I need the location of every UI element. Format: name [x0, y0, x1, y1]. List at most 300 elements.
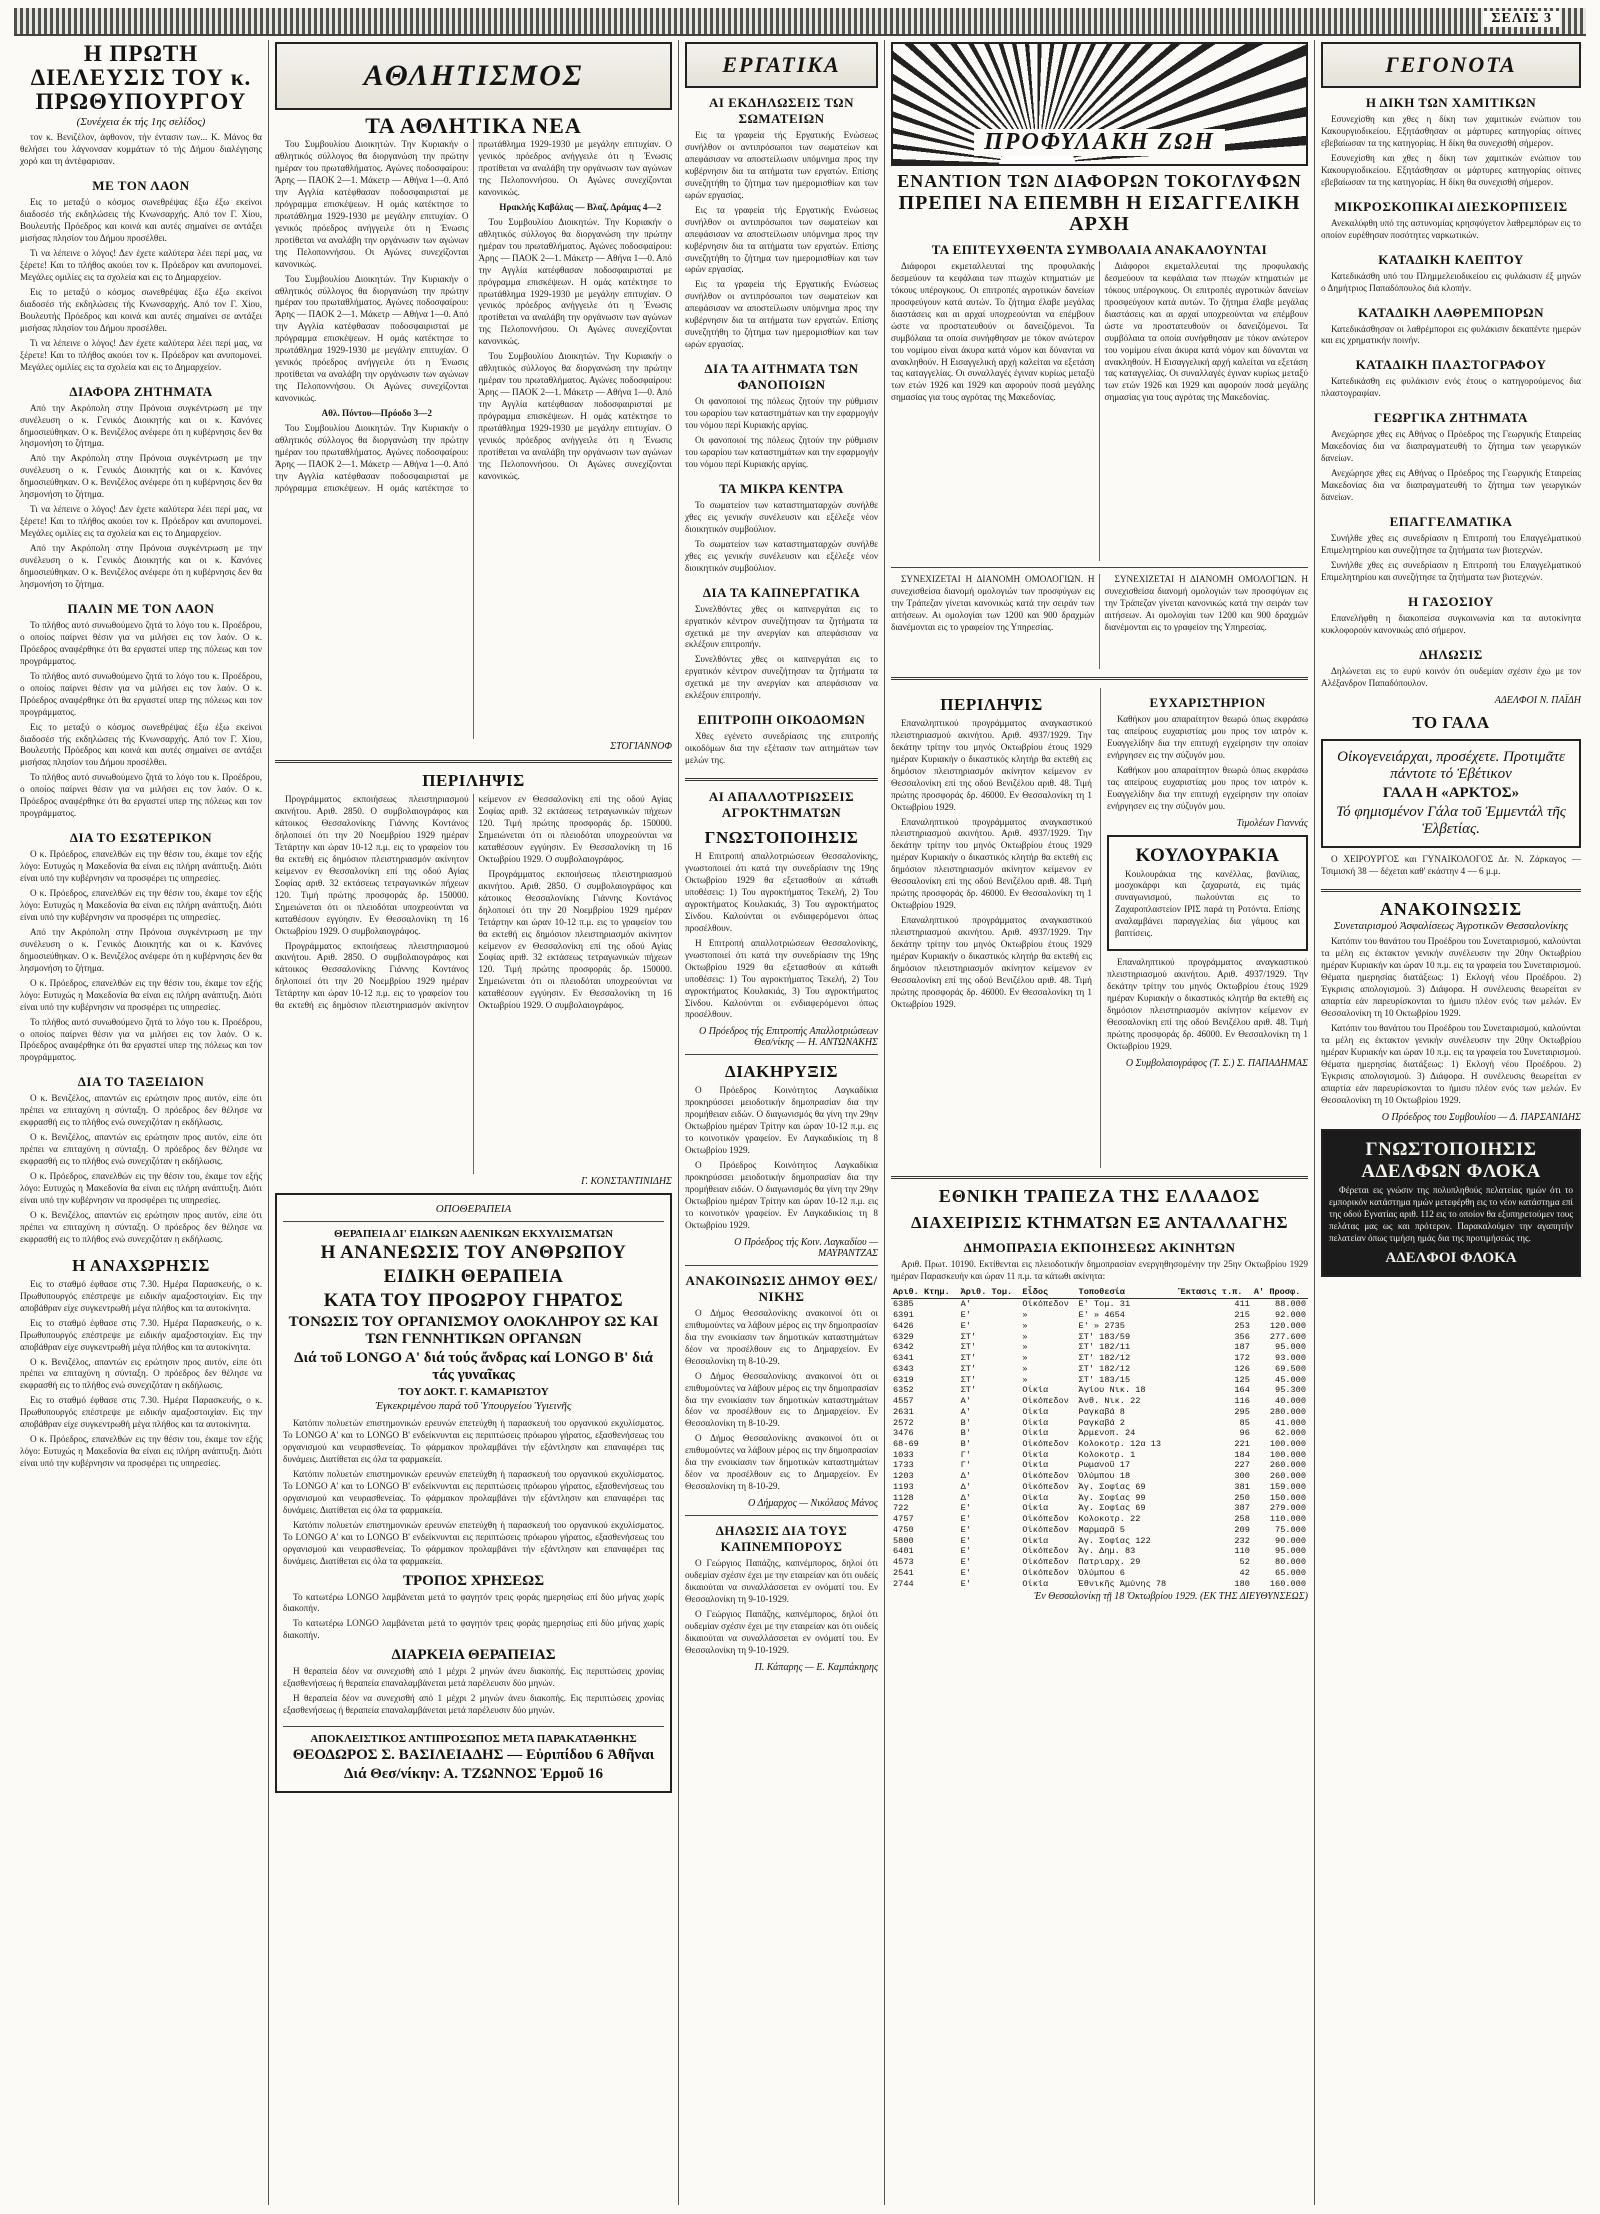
- section-heading: ΤΑ ΜΙΚΡΑ ΚΕΝΤΡΑ: [719, 480, 844, 496]
- divider: [275, 760, 672, 763]
- table-cell: Ε': [960, 1557, 971, 1568]
- table-cell: 6319: [893, 1374, 914, 1385]
- table-cell: 6343: [893, 1363, 914, 1374]
- paragraph: Το σωματείον των καταστηματαρχών συνήλθε χθες εις γενικήν συνέλευσιν και εξέλεξε νέον διοικητικόν συμβούλιον.: [685, 499, 878, 534]
- ad-line: Έγκεκριμένου παρά τοῦ Ὑπουργείου Ὑγιεινῆς: [375, 1400, 572, 1413]
- table-cell: »: [1022, 1353, 1028, 1364]
- table-cell: 6342: [893, 1342, 914, 1353]
- table-cell: 96: [1239, 1428, 1250, 1439]
- paragraph: Ανεχώρησε χθες εις Αθήνας ο Πρόεδρος της Γεωργικής Εταιρείας Μακεδονίας δια να διαπραγματευθή το ζήτημα των γεωργικών δανείων.: [1321, 468, 1581, 503]
- table-cell: Ὀλύμπου 18: [1078, 1471, 1131, 1482]
- score-line: Ηρακλής Καβάλας — Βλαζ. Δράμας 4—2: [499, 201, 662, 212]
- table-cell: 1128: [893, 1492, 914, 1503]
- table-cell: Ἐθνικῆς Ἀμύνης 78: [1078, 1578, 1167, 1589]
- table-cell: 250: [1234, 1492, 1250, 1503]
- paragraph: Αριθ. Πρωτ. 10190. Εκτίθενται εις πλειοδοτικήν δημοπρασίαν ενεργηθησομένην την 25ην Οκτωβρίου 1929 ημέραν Παρασκευήν και ώραν 11 π.μ. τα κάτωθι ακίνητα:: [891, 1258, 1308, 1281]
- divider: [685, 1054, 878, 1055]
- table-cell: 172: [1234, 1353, 1250, 1364]
- table-cell: ΣΤ': [960, 1342, 977, 1353]
- paragraph: Χθες εγένετο συνεδρίασις της επιτροπής οικοδόμων δια την εξέτασιν των αιτημάτων των μελών της.: [685, 731, 878, 766]
- paragraph: Του Συμβουλίου Διοικητών. Την Κυριακήν ο αθλητικός σύλλογος θα διοργανώση την πρώτην ημέραν του πρωταθλήματος. Αγώνες ποδοσφαίρου: Άρης — ΠΑΟΚ 2—1. Μάκετρ — Αθήνα 1—0. Από την Αγγλία κατέφθασαν ποδοσφαιρισταί με πρόγραμμα επισκέψεων. Η ομάς κατέκτησε το πρωτάθλημα 1929-1930 με μεγάλην επιτυχίαν. Ο γενικός πρόεδρος ανήγγειλε ότι η Ένωσις προτίθεται να αναλάβη την οργάνωσιν των αγώνων της Πελοποννήσου. Οι Αγώνες συνεχίζονται κανονικώς.: [275, 139, 672, 493]
- table-cell: Ε': [960, 1514, 971, 1525]
- column-sports: [269, 40, 679, 2205]
- divider: [685, 778, 878, 781]
- ad-subheading: ΔΙΑΡΚΕΙΑ ΘΕΡΑΠΕΙΑΣ: [391, 1647, 556, 1664]
- paragraph: Επαναληπτικού προγράμματος αναγκαστικού πλειστηριασμού ακινήτου. Αριθ. 4937/1929. Την δεκάτην τρίτην του μηνός Οκτωβρίου έτους 1929 ημέραν Κυριακήν ο δικαστικός κλητήρ θα εκτεθή εις δημόσιον πλειστηριασμόν ακίνητον κείμενον εν Θεσσαλονίκη επί της οδού Βενιζέλου αριθ. 48. Τιμή πρώτης προσφοράς δρ. 46000. Εν Θεσσαλονίκη τη 1 Οκτωβρίου 1929.: [891, 717, 1092, 812]
- article-text: [685, 396, 878, 474]
- section-heading: ΚΑΤΑΔΙΚΗ ΛΑΘΡΕΜΠΟΡΩΝ: [1358, 304, 1544, 320]
- table-cell: Οἰκόπεδον: [1022, 1438, 1069, 1449]
- section-heading: ΕΠΙΤΡΟΠΗ ΟΙΚΟΔΟΜΩΝ: [697, 712, 866, 728]
- article-text: [20, 620, 262, 823]
- divider: [685, 1265, 878, 1266]
- article-text: [685, 604, 878, 706]
- paragraph: Εσυνεχίσθη και χθες η δίκη των χαμιτικών ενώπιον του Κακουργιοδικείου. Εξητάσθησαν οι μάρτυρες κατηγορίας οίτινες εβεβαίωσαν τα της κατηγορίας. Η δίκη θα συνεχισθή σήμερον.: [1321, 152, 1581, 187]
- table-cell: 356: [1234, 1331, 1250, 1342]
- table-cell: »: [1022, 1363, 1028, 1374]
- table-cell: »: [1022, 1342, 1028, 1353]
- article-text: [20, 849, 262, 1067]
- bank-title: ΕΘΝΙΚΗ ΤΡΑΠΕΖΑ ΤΗΣ ΕΛΛΑΔΟΣ: [938, 1185, 1261, 1206]
- table-cell: Ε': [960, 1578, 971, 1589]
- paragraph: Το κατωτέρω LONGO λαμβάνεται μετά το φαγητόν τρεις φοράς ημερησίως επί δύο μήνας χωρίς διακοπήν.: [283, 1618, 664, 1641]
- table-row: [891, 1321, 1308, 1332]
- table-row: [891, 1471, 1308, 1482]
- table-cell: Οἰκόπεδον: [1022, 1481, 1069, 1492]
- table-cell: Ε': [960, 1310, 971, 1321]
- table-cell: Α': [960, 1406, 971, 1417]
- table-row: [891, 1364, 1308, 1375]
- section-heading: ΑΝΑΚΟΙΝΩΣΙΣ ΔΗΜΟΥ ΘΕΣ/ΝΙΚΗΣ: [685, 1272, 878, 1304]
- section-heading: ΔΙΑΦΟΡΑ ΖΗΤΗΜΑΤΑ: [69, 383, 213, 399]
- table-cell: »: [1022, 1320, 1028, 1331]
- paragraph: Διάφοροι εκμεταλλευταί της προφυλακής δεσμεύουν τα κεφάλαια των πτωχών κτηματιών με τόκους υπέρογκους. Οι επιτροπές αγροτικών δανείων προσφεύγουν κατά αυτών. Το ζήτημα έλαβε μεγάλας διαστάσεις και αι αρχαί υποχρεούνται να επέμβουν ώστε να προστατευθούν οι δανειζόμενοι. Τα συμβόλαια τα οποία συνήφθησαν με τόκον ανώτερον του νομίμου είναι άκυρα κατά νόμον και δύνανται να ανακληθούν. Η Εισαγγελική αρχή καλείται να εξετάση τας καταγγελίας. Οι συναλλαγές έγιναν κυρίως μεταξύ των ετών 1926 και 1929 και αφορούν ποσά μεγάλης σημασίας για τους αγρότας της Μακεδονίας.: [1104, 260, 1308, 403]
- ad-line: ΚΑΤΑ ΤΟΥ ΠΡΟΩΡΟΥ ΓΗΡΑΤΟΣ: [323, 1290, 624, 1312]
- divider: [891, 567, 1308, 568]
- table-cell: ΣΤ': [960, 1374, 977, 1385]
- table-cell: 110: [1234, 1546, 1250, 1557]
- table-cell: Οἰκία: [1022, 1503, 1049, 1514]
- table-cell: Γ': [960, 1460, 971, 1471]
- table-cell: 42: [1239, 1567, 1250, 1578]
- notice-text: [275, 794, 672, 1174]
- article-text: [685, 731, 878, 770]
- table-cell: 75.000: [1275, 1524, 1306, 1535]
- column-usury-bank: [885, 40, 1315, 2205]
- paragraph: Επαναληπτικού προγράμματος αναγκαστικού πλειστηριασμού ακινήτου. Αριθ. 4937/1929. Την δεκάτην τρίτην του μηνός Οκτωβρίου έτους 1929 ημέραν Κυριακήν ο δικαστικός κλητήρ θα εκτεθή εις δημόσιον πλειστηριασμόν ακίνητον κείμενον εν Θεσσαλονίκη επί της οδού Βενιζέλου αριθ. 48. Τιμή πρώτης προσφοράς δρ. 46000. Εν Θεσσαλονίκη τη 1 Οκτωβρίου 1929.: [891, 816, 1092, 911]
- table-cell: 258: [1234, 1514, 1250, 1525]
- article-text: [685, 1558, 878, 1660]
- table-cell: 85: [1239, 1417, 1250, 1428]
- paragraph: Κατεδικάσθη εις φυλάκισιν ενός έτους ο κατηγορούμενος δια πλαστογραφίαν.: [1321, 376, 1581, 399]
- notices-row: [891, 688, 1308, 1168]
- table-cell: 180: [1234, 1578, 1250, 1589]
- table-cell: 295: [1234, 1406, 1250, 1417]
- table-row: [891, 1503, 1308, 1514]
- signature: Γ. ΚΟΝΣΤΑΝΤΙΝΙΔΗΣ: [581, 1176, 672, 1188]
- divider: [283, 1221, 664, 1222]
- headline: ΕΝΑΝΤΙΟΝ ΤΩΝ ΔΙΑΦΟΡΩΝ ΤΟΚΟΓΛΥΦΩΝ: [897, 171, 1302, 191]
- table-row: [891, 1353, 1308, 1364]
- section-heading: ΠΕΡΙΛΗΨΙΣ: [940, 694, 1043, 714]
- table-row: [891, 1514, 1308, 1525]
- table-cell: 150.000: [1269, 1492, 1306, 1503]
- box-text: [1329, 1185, 1573, 1248]
- paragraph: Ο Γεώργιος Παπάζης, καπνέμπορος, δηλοί ότι ουδεμίαν σχέσιν έχει με την εταιρείαν και ότι ουδείς δικαιούται να συναλλάσσεται εν ονόματί του. Εν Θεσσαλονίκη τη 9-10-1929.: [685, 1558, 878, 1605]
- table-cell: 6329: [893, 1331, 914, 1342]
- table-cell: 6391: [893, 1310, 914, 1321]
- box-signature: ΑΔΕΛΦΟΙ ΦΛΟΚΑ: [1385, 1249, 1517, 1266]
- table-cell: 4757: [893, 1514, 914, 1525]
- table-cell: Ε': [960, 1503, 971, 1514]
- paragraph: Το πλήθος αυτό συνωθούμενο ζητά το λόγο του κ. Προέδρου, ο οποίος παίρνει θέσιν για να μιλήσει εις τον λαόν. Ο κ. Πρόεδρος αναφέρθηκε ότι θα εργαστεί υπερ της πόλεως και τον προγράμματος.: [20, 619, 262, 666]
- table-row: [891, 1557, 1308, 1568]
- table-cell: Ε': [960, 1524, 971, 1535]
- table-cell: Οἰκία: [1022, 1535, 1049, 1546]
- paragraph: Συνελθόντες χθες οι καπνεργάται εις το εργατικόν κέντρον συνεζήτησαν τα ζητήματα τα σχετικά με την ανεργίαν και απεφάσισαν να εκλέξουν επιτροπήν.: [685, 603, 878, 650]
- table-cell: 209: [1234, 1524, 1250, 1535]
- paragraph: Οι φανοποιοί της πόλεως ζητούν την ρύθμισιν του ωραρίου των καταστημάτων και την εφαρμογήν του νόμου περί Κυριακής αργίας.: [685, 396, 878, 431]
- table-cell: 92.000: [1275, 1310, 1306, 1321]
- table-cell: Οἰκόπεδον: [1022, 1514, 1069, 1525]
- paragraph: Δηλώνεται εις το ευρύ κοινόν ότι ουδεμίαν σχέσιν έχω με τον Αλέξανδρον Παπαδόπουλον.: [1321, 665, 1581, 688]
- table-cell: 2631: [893, 1406, 914, 1417]
- table-cell: 4573: [893, 1557, 914, 1568]
- divider: [1321, 889, 1581, 892]
- table-cell: 65.000: [1275, 1567, 1306, 1578]
- paragraph: Η θεραπεία δέον να συνεχισθή από 1 μέχρι 2 μηνών άνευ διακοπής. Εις περιπτώσεις χρονίας εξασθενήσεως ή θεραπεία επαναλαμβάνεται μετά παρέλευσιν δύο μηνών.: [283, 1693, 664, 1716]
- ad-text: [283, 1592, 664, 1646]
- table-cell: 260.000: [1269, 1471, 1306, 1482]
- paragraph: Ο ΧΕΙΡΟΥΡΓΟΣ και ΓΥΝΑΙΚΟΛΟΓΟΣ Δr. Ν. Ζάρκαγος — Τσιμισκή 38 — δέχεται καθ' εκάστην 4 — 6 μ.μ.: [1321, 853, 1581, 876]
- table-cell: 100.000: [1269, 1449, 1306, 1460]
- ad-line: ΤΟΝΩΣΙΣ ΤΟΥ ΟΡΓΑΝΙΣΜΟΥ ΟΛΟΚΛΗΡΟΥ ΩΣ ΚΑΙ ΤΩΝ ΓΕΝΝΗΤΙΚΩΝ ΟΡΓΑΝΩΝ: [288, 1314, 659, 1348]
- signature: ΣΤΟΓΙΑΝΝΟΦ: [610, 741, 672, 753]
- table-cell: Ὀλύμπου 6: [1078, 1567, 1125, 1578]
- signature: ΑΔΕΛΦΟΙ Ν. ΠΑΪΔΗ: [1494, 694, 1581, 706]
- section-heading: ΜΕ ΤΟΝ ΛΑΟΝ: [92, 178, 190, 194]
- table-cell: 120.000: [1269, 1320, 1306, 1331]
- paragraph: Εις το μεταξύ ο κόσμος σωνεθρέψας έξω έξω εκείνοι διαδοσέσ τής εκδηλώσεις τής Κνωνσαρχής. Από τον Γ. Χίου, Βουλευτής Πρόεδρος και κοινά και αυτές σημαίνει σε αντάξει μισήσας πλησίον του Δήμου προσέλθει.: [20, 721, 262, 768]
- article-text: [1321, 936, 1581, 1109]
- article-text: [891, 574, 1308, 669]
- article-text: [20, 132, 262, 171]
- table-cell: 6341: [893, 1353, 914, 1364]
- ad-text: [1115, 869, 1300, 944]
- divider: [685, 1515, 878, 1516]
- ad-subheading: ΤΡΟΠΟΣ ΧΡΗΣΕΩΣ: [402, 1572, 545, 1589]
- section-heading: ΔΙΑΚΗΡΥΞΙΣ: [725, 1062, 838, 1082]
- table-cell: ΣΤ' 182/12: [1078, 1353, 1131, 1364]
- table-cell: Ε': [960, 1546, 971, 1557]
- table-cell: 164: [1234, 1385, 1250, 1396]
- paragraph: Επαναληπτικού προγράμματος αναγκαστικού πλειστηριασμού ακινήτου. Αριθ. 4937/1929. Την δεκάτην τρίτην του μηνός Οκτωβρίου έτους 1929 ημέραν Κυριακήν ο δικαστικός κλητήρ θα εκτεθή εις δημόσιον πλειστηριασμόν ακίνητον κείμενον εν Θεσσαλονίκη επί της οδού Βενιζέλου αριθ. 48. Τιμή πρώτης προσφοράς δρ. 46000. Εν Θεσσαλονίκη τη 1 Οκτωβρίου 1929.: [1107, 957, 1308, 1051]
- page-number: ΣΕΛΙΣ 3: [1483, 11, 1560, 27]
- section-heading: ΔΗΛΩΣΙΣ: [1419, 646, 1483, 662]
- article-text: [20, 1093, 262, 1248]
- table-cell: 1033: [893, 1449, 914, 1460]
- headline-premier-visit: Η ΠΡΩΤΗ ΔΙΕΛΕΥΣΙΣ ΤΟΥ κ. ΠΡΩΘΥΠΟΥΡΓΟΥ: [30, 41, 252, 115]
- section-heading: ΔΗΛΩΣΙΣ ΔΙΑ ΤΟΥΣ ΚΑΠΝΕΜΠΟΡΟΥΣ: [715, 1523, 848, 1555]
- table-header-cell: Εἶδος: [1020, 1286, 1076, 1299]
- bank-intro: [891, 1259, 1308, 1286]
- paragraph: Το κατωτέρω LONGO λαμβάνεται μετά το φαγητόν τρεις φοράς ημερησίως επί δύο μήνας χωρίς διακοπήν.: [283, 1591, 664, 1614]
- events-banner: ΓΕΓΟΝΟΤΑ: [1321, 42, 1581, 88]
- table-cell: Β': [960, 1428, 971, 1439]
- table-cell: Οἰκία: [1022, 1460, 1049, 1471]
- paragraph: Εις τα γραφεία τής Εργατικής Ενώσεως συνήλθον οι αντιπρόσωποι των σωματείων και απεφάσισαν να αποστείλωσιν υπόμνημα προς την κυβέρνησιν δια τα αιτήματα των εργατών. Επίσης συνεζητήθη το ζήτημα των ημερομισθίων και των ωρών εργασίας.: [685, 204, 878, 275]
- section-heading: ΑΙ ΕΚΔΗΛΩΣΕΙΣ ΤΩΝ ΣΩΜΑΤΕΙΩΝ: [709, 95, 854, 126]
- table-cell: Ε' Τομ. 31: [1078, 1299, 1131, 1310]
- score-line: Αθλ. Πόντου—Πρόοδο 3—2: [321, 408, 432, 419]
- paragraph: Ο Πρόεδρος Κοινότητος Λαγκαδίκια προκηρύσσει μειοδοτικήν δημοπρασίαν δια την προμήθειαν ειδών. Ο διαγωνισμός θα γίνη την 29ην Οκτωβρίου ημέραν Τρίτην και ώραν 10-12 π.μ. εις το κοινοτικόν γραφείον. Εν Λαγκαδικίοις τη 8 Οκτωβρίου 1929.: [685, 1160, 878, 1230]
- table-header-cell: Τοποθεσία: [1077, 1286, 1179, 1299]
- table-cell: Οἰκόπεδον: [1022, 1299, 1069, 1310]
- divider: [283, 1726, 664, 1727]
- article-text: [1321, 429, 1581, 507]
- table-cell: Κολοκοτρ. 22: [1078, 1514, 1141, 1525]
- table-cell: 2572: [893, 1417, 914, 1428]
- section-heading: ΠΑΛΙΝ ΜΕ ΤΟΝ ΛΑΟΝ: [67, 600, 215, 616]
- section-heading: ΔΙΑ ΤΑ ΑΙΤΗΜΑΤΑ ΤΩΝ ΦΑΝΟΠΟΙΩΝ: [704, 361, 859, 393]
- table-cell: 100.000: [1269, 1438, 1306, 1449]
- table-cell: Β': [960, 1438, 971, 1449]
- paragraph: Κατεδικάσθησαν οι λαθρέμποροι εις φυλάκισιν δεκαπέντε ημερών και εις χρηματικήν ποινήν.: [1321, 323, 1581, 346]
- signature: Τιμολέων Γιαννάς: [1236, 817, 1308, 829]
- section-heading: ΓΝΩΣΤΟΠΟΙΗΣΙΣ: [704, 828, 859, 848]
- paragraph: Κατόπιν του θανάτου του Προέδρου του Συνεταιρισμού, καλούνται τα μέλη εις έκτακτον γενικήν συνέλευσιν την 20ην Οκτωβρίου ημέραν Κυριακήν και ώραν 10 π.μ. εις τα γραφεία του Συνεταιρισμού. Θέματα ημερησίας διατάξεως: 1) Εκλογή νέου Προέδρου. 2) Έγκρισις απολογισμού. 3) Διάφορα. Η συνέλευσις θεωρείται εν απαρτία εάν παρευρίσκονται το ήμισυ πλέον ενός των μελών. Εν Θεσσαλονίκη τη 10 Οκτωβρίου 1929.: [1321, 1023, 1581, 1105]
- paragraph: Καθήκον μου απαραίτητον θεωρώ όπως εκφράσω τας απείρους ευχαριστίας μου προς τον ιατρόν κ. Ευαγγελίδην δια την επιτυχή εγχείρησιν την οποίαν ενήργησεν εις την σύζυγόν μου.: [1107, 764, 1308, 811]
- paragraph: Το σωματείον των καταστηματαρχών συνήλθε χθες εις γενικήν συνέλευσιν και εξέλεξε νέον διοικητικόν συμβούλιον.: [685, 538, 878, 573]
- paragraph: Από την Ακρόπολη στην Πρόνοια συγκέντρωση με την συνέλευση ο κ. Γενικός Διοικητής και οι κ. Κανόνες δημοσιεύθηκαν. Ο κ. Βενιζέλος ανέφερε ότι η κυβέρνησις δεν θα λησμονήση το ζήτημα.: [20, 402, 262, 449]
- table-cell: 300: [1234, 1471, 1250, 1482]
- table-cell: 280.000: [1269, 1406, 1306, 1417]
- article-text: [1321, 271, 1581, 298]
- table-cell: 277.600: [1269, 1331, 1306, 1342]
- table-row: [891, 1332, 1308, 1343]
- table-cell: Δ': [960, 1481, 971, 1492]
- article-text: [1321, 114, 1581, 192]
- signature: Ο Συμβολαιογράφος (Τ. Σ.) Σ. ΠΑΠΑΔΗΜΑΣ: [1125, 1057, 1308, 1069]
- table-cell: Οἰκία: [1022, 1492, 1049, 1503]
- column-premier-visit: [14, 40, 269, 2205]
- ad-title: ΚΟΥΛΟΥΡΑΚΙΑ: [1135, 844, 1280, 866]
- table-cell: Οἰκόπεδον: [1022, 1567, 1069, 1578]
- bank-subtitle: ΔΗΜΟΠΡΑΣΙΑ ΕΚΠΟΙΗΣΕΩΣ ΑΚΙΝΗΤΩΝ: [963, 1239, 1236, 1255]
- table-row: [891, 1385, 1308, 1396]
- paragraph: Καθήκον μου απαραίτητον θεωρώ όπως εκφράσω τας απείρους ευχαριστίας μου προς τον ιατρόν κ. Ευαγγελίδην δια την επιτυχή εγχείρησιν την οποίαν ενήργησεν εις την σύζυγόν μου.: [1107, 713, 1308, 760]
- column-labour: [679, 40, 885, 2205]
- section-heading: ΑΙ ΑΠΑΛΛΟΤΡΙΩΣΕΙΣ ΑΓΡΟΚΤΗΜΑΤΩΝ: [708, 789, 855, 821]
- paragraph: Κατεδικάσθη υπό του Πλημμελειοδικείου εις φυλάκισιν έξ μηνών ο Δημήτριος Παπαδόπουλος διά κλοπήν.: [1321, 270, 1581, 293]
- top-decorative-strip: [14, 8, 1586, 36]
- table-cell: Οἰκία: [1022, 1417, 1049, 1428]
- paragraph: Εσυνεχίσθη και χθες η δίκη των χαμιτικών ενώπιον του Κακουργιοδικείου. Εξητάσθησαν οι μάρτυρες κατηγορίας οίτινες εβεβαίωσαν τα της κατηγορίας. Η δίκη θα συνεχισθή σήμερον.: [1321, 114, 1581, 148]
- table-row: [891, 1439, 1308, 1450]
- table-cell: 221: [1234, 1438, 1250, 1449]
- table-cell: 160.000: [1269, 1578, 1306, 1589]
- table-cell: 253: [1234, 1320, 1250, 1331]
- flokas-notice-box: [1321, 1129, 1581, 1277]
- article-text: [1321, 613, 1581, 640]
- table-cell: Ἀγ. Σοφίας 69: [1078, 1481, 1146, 1492]
- table-cell: 381: [1234, 1481, 1250, 1492]
- table-cell: Ε' » 2735: [1078, 1320, 1125, 1331]
- paragraph: Εις το μεταξύ ο κόσμος σωνεθρέψας έξω έξω εκείνοι διαδοσέσ τής εκδηλώσεις τής Κνωνσαρχής. Από τον Γ. Χίου, Βουλευτής Πρόεδρος και κοινά και αυτές σημαίνει σε αντάξει μισήσας πλησίον του Δήμου προσέλθει.: [20, 286, 262, 333]
- paragraph: Επανελήφθη η διακοπείσα συγκοινωνία και τα αυτοκίνητα κυκλοφορούν κανονικώς από σήμερον.: [1321, 612, 1581, 635]
- table-cell: Δ': [960, 1492, 971, 1503]
- table-cell: ΣΤ': [960, 1385, 977, 1396]
- paragraph: Ανεχώρησε χθες εις Αθήνας ο Πρόεδρος της Γεωργικής Εταιρείας Μακεδονίας δια να διαπραγματευθή το ζήτημα των γεωργικών δανείων.: [1321, 429, 1581, 464]
- table-cell: 2744: [893, 1578, 914, 1589]
- paragraph: Ο Δήμος Θεσσαλονίκης ανακοινοί ότι οι επιθυμούντες να λάβουν μέρος εις την δημοπρασίαν δια την ενοικίασιν των δημοτικών καταστημάτων δέον να προσέλθουν εις το Δημαρχείον. Εν Θεσσαλονίκη τη 8-10-29.: [685, 1307, 878, 1366]
- table-cell: 3476: [893, 1428, 914, 1439]
- table-cell: 69.500: [1275, 1363, 1306, 1374]
- ad-line: ΘΕΡΑΠΕΙΑ ΔΙ' ΕΙΔΙΚΩΝ ΑΔΕΝΙΚΩΝ ΕΚΧΥΛΙΣΜΑΤΩΝ: [333, 1228, 614, 1241]
- table-row: [891, 1546, 1308, 1557]
- ad-kicker: ΟΠΟΘΕΡΑΠΕΙΑ: [435, 1203, 512, 1216]
- milk-ad: [1321, 739, 1581, 848]
- article-text: [1321, 218, 1581, 245]
- paragraph: Κουλουράκια της κανέλλας, βανίλιας, μοσχοκάρφι και ζαχαρωτά, εις τιμάς συναγωνισμού, πωλούνται εις το Ζαχαροπλαστείον ΙΡΙΣ παρά τη Ροτόντα. Επίσης αναλαμβάνει παραγγελίας δια γάμους και βαπτίσεις.: [1115, 868, 1300, 939]
- table-cell: 41.000: [1275, 1417, 1306, 1428]
- table-cell: 1203: [893, 1471, 914, 1482]
- paragraph: Ο κ. Πρόεδρος, επανελθών εις την θέσιν του, έκαμε τον εξής λόγο: Ευτυχώς η Μακεδονία θα είναι εις πλήρη ανάπτυξη. Διότι είναι υπό την κυβέρνησιν να προσφέρει τις υπηρεσίες.: [20, 977, 262, 1012]
- article-text: [685, 1308, 878, 1496]
- table-header-row: [891, 1286, 1308, 1299]
- section-heading: ΕΥΧΑΡΙΣΤΗΡΙΟΝ: [1149, 694, 1266, 710]
- paragraph: Το πλήθος αυτό συνωθούμενο ζητά το λόγο του κ. Προέδρου, ο οποίος παίρνει θέσιν για να μιλήσει εις τον λαόν. Ο κ. Πρόεδρος αναφέρθηκε ότι θα εργαστεί υπερ της πόλεως και τον προγράμματος.: [20, 670, 262, 717]
- paragraph: Εις το σταθμό έφθασε στις 7.30. Ημέρα Παρασκευής, ο κ. Πρωθυπουργός επέστρεψε με ειδικήν αμαξοστοιχίαν. Εις την αποβάθραν είχε συγκεντρωθή μέγα πλήθος και τα αυτοκίνητα.: [20, 1278, 262, 1313]
- table-cell: Δ': [960, 1471, 971, 1482]
- sports-banner: ΑΘΛΗΤΙΣΜΟΣ: [275, 42, 672, 110]
- property-table: [891, 1286, 1308, 1590]
- table-cell: 6401: [893, 1546, 914, 1557]
- table-header-cell: Ἔκτασις τ.π.: [1179, 1286, 1252, 1299]
- table-cell: Μαρμαρᾶ 5: [1078, 1524, 1125, 1535]
- section-heading: Η ΓΑΣΟΣΙΟΥ: [1408, 593, 1494, 609]
- paragraph: Το πλήθος αυτό συνωθούμενο ζητά το λόγο του κ. Προέδρου, ο οποίος παίρνει θέσιν για να μιλήσει εις τον λαόν. Ο κ. Πρόεδρος αναφέρθηκε ότι θα εργαστεί υπερ της πόλεως και τον προγράμματος.: [20, 1016, 262, 1063]
- table-cell: ΣΤ': [960, 1363, 977, 1374]
- ad-line: ΑΠΟΚΛΕΙΣΤΙΚΟΣ ΑΝΤΙΠΡΟΣΩΠΟΣ ΜΕΤΑ ΠΑΡΑΚΑΤΑΘΗΚΗΣ: [310, 1733, 637, 1746]
- table-cell: 40.000: [1275, 1396, 1306, 1407]
- labour-banner: ΕΡΓΑΤΙΚΑ: [685, 42, 878, 88]
- table-cell: »: [1022, 1331, 1028, 1342]
- headline: ΠΡΕΠΕΙ ΝΑ ΕΠΕΜΒΗ Η ΕΙΣΑΓΓΕΛΙΚΗ ΑΡΧΗ: [898, 191, 1301, 235]
- paragraph: Του Συμβουλίου Διοικητών. Την Κυριακήν ο αθλητικός σύλλογος θα διοργανώση την πρώτην ημέραν του πρωταθλήματος. Αγώνες ποδοσφαίρου: Άρης — ΠΑΟΚ 2—1. Μάκετρ — Αθήνα 1—0. Από την Αγγλία κατέφθασαν ποδοσφαιρισταί με πρόγραμμα επισκέψεων. Η ομάς κατέκτησε το πρωτάθλημα 1929-1930 με μεγάλην επιτυχίαν. Ο γενικός πρόεδρος ανήγγειλε ότι η Ένωσις προτίθεται να αναλάβη την οργάνωσιν των αγώνων της Πελοποννήσου. Οι Αγώνες συνεχίζονται κανονικώς.: [275, 273, 469, 404]
- table-row: [891, 1525, 1308, 1536]
- section-heading: ΚΑΤΑΔΙΚΗ ΚΛΕΠΤΟΥ: [1378, 251, 1524, 267]
- paragraph: Διάφοροι εκμεταλλευταί της προφυλακής δεσμεύουν τα κεφάλαια των πτωχών κτηματιών με τόκους υπέρογκους. Οι επιτροπές αγροτικών δανείων προσφεύγουν κατά αυτών. Το ζήτημα έλαβε μεγάλας διαστάσεις και αι αρχαί υποχρεούνται να επέμβουν ώστε να προστατευθούν οι δανειζόμενοι. Τα συμβόλαια τα οποία συνήφθησαν με τόκον ανώτερον του νομίμου είναι άκυρα κατά νόμον και δύνανται να ανακληθούν. Η Εισαγγελική αρχή καλείται να εξετάση τας καταγγελίας. Οι συναλλαγές έγιναν κυρίως μεταξύ των ετών 1926 και 1929 και αφορούν ποσά μεγάλης σημασίας για τους αγρότας της Μακεδονίας.: [891, 260, 1095, 403]
- paragraph: Εις το σταθμό έφθασε στις 7.30. Ημέρα Παρασκευής, ο κ. Πρωθυπουργός επέστρεψε με ειδικήν αμαξοστοιχίαν. Εις την αποβάθραν είχε συγκεντρωθή μέγα πλήθος και τα αυτοκίνητα.: [20, 1395, 262, 1430]
- table-cell: ΣΤ' 182/12: [1078, 1363, 1131, 1374]
- table-cell: 90.000: [1275, 1535, 1306, 1546]
- paragraph: Τι να λέπεινε ο λόγος! Δεν έχετε καλύτερα λέει περί μας, να ξέρετε! Και το πλήθος ακούει τον κ. Πρόεδρον και ανυπομονεί. Μεγάλες ομιλίες εις τα σχολεία και εις το Δημαρχείον.: [20, 504, 262, 539]
- table-cell: 232: [1234, 1535, 1250, 1546]
- table-row: [891, 1407, 1308, 1418]
- section-heading: ΔΙΑ ΤΟ ΕΣΩΤΕΡΙΚΟΝ: [69, 830, 213, 846]
- sunrise-banner: [891, 42, 1308, 166]
- notice-column: [1100, 688, 1308, 1168]
- table-cell: Κολοκοτρ. 12α 13: [1078, 1438, 1162, 1449]
- paragraph: Ο κ. Βενιζέλος, απαντών εις ερώτησιν προς αυτόν, είπε ότι πρέπει να επιταχύνη η σύνταξη. Ο πρόεδρος δεν θέλησε να εκφρασθή εις το πλήθος ενώ συνεχιζόταν η εκδήλωσις.: [20, 1132, 262, 1167]
- article-text: [20, 403, 262, 594]
- table-cell: 1733: [893, 1460, 914, 1471]
- table-cell: 126: [1234, 1363, 1250, 1374]
- notice-text: [891, 718, 1092, 1168]
- paragraph: Εις τα γραφεία τής Εργατικής Ενώσεως συνήλθον οι αντιπρόσωποι των σωματείων και απεφάσισαν να αποστείλωσιν υπόμνημα προς την κυβέρνησιν δια τα αιτήματα των εργατών. Επίσης συνεζητήθη το ζήτημα των ημερομισθίων και των ωρών εργασίας.: [685, 279, 878, 350]
- paragraph: Προγράμματος εκποιήσεως πλειστηριασμού ακινήτου. Αριθ. 2850. Ο συμβολαιογράφος και κάτοικος Θεσσαλονίκης Γιάννης Κοντάνος δηλοποιεί ότι την 20 Νοεμβρίου 1929 ημέραν Τετάρτην και ώραν 10-12 π.μ. εις το γραφείον του θα εκτεθή εις δημόσιον πλειστηριασμόν ακίνητον κείμενον εν Θεσσαλονίκη επί της οδού Αγίας Σοφίας αριθ. 32 εκτάσεως τετραγωνικών πήχεων 120. Τιμή πρώτης προσφοράς δρ. 150000. Σημειώνεται ότι οι πλειοδόται υποχρεούνται να καταθέσουν εγγύησιν. Εν Θεσσαλονίκη τη 16 Οκτωβρίου 1929. Ο συμβολαιογράφος.: [275, 794, 672, 1011]
- paragraph: Εις το σταθμό έφθασε στις 7.30. Ημέρα Παρασκευής, ο κ. Πρωθυπουργός επέστρεψε με ειδικήν αμαξοστοιχίαν. Εις την αποβάθραν είχε συγκεντρωθή μέγα πλήθος και τα αυτοκίνητα.: [20, 1317, 262, 1352]
- paragraph: Του Συμβουλίου Διοικητών. Την Κυριακήν ο αθλητικός σύλλογος θα διοργανώση την πρώτην ημέραν του πρωταθλήματος. Αγώνες ποδοσφαίρου: Άρης — ΠΑΟΚ 2—1. Μάκετρ — Αθήνα 1—0. Από την Αγγλία κατέφθασαν ποδοσφαιρισταί με πρόγραμμα επισκέψεων. Η ομάς κατέκτησε το πρωτάθλημα 1929-1930 με μεγάλην επιτυχίαν. Ο γενικός πρόεδρος ανήγγειλε ότι η Ένωσις προτίθεται να αναλάβη την οργάνωσιν των αγώνων της Πελοποννήσου. Οι Αγώνες συνεχίζονται κανονικώς.: [478, 351, 672, 481]
- table-cell: 1193: [893, 1481, 914, 1492]
- notice-perilipsis: [891, 688, 1092, 1168]
- table-cell: »: [1022, 1310, 1028, 1321]
- table-cell: 62.000: [1275, 1428, 1306, 1439]
- table-row: [891, 1428, 1308, 1439]
- ad-line: ΓΑΛΑ Η «ΑΡΚΤΟΣ»: [1382, 784, 1520, 801]
- section-heading: ΑΝΑΚΟΙΝΩΣΙΣ: [1379, 898, 1523, 919]
- table-cell: 387: [1234, 1503, 1250, 1514]
- table-cell: 80.000: [1275, 1557, 1306, 1568]
- table-cell: 722: [893, 1503, 909, 1514]
- column-events: [1315, 40, 1587, 2205]
- table-cell: 184: [1234, 1449, 1250, 1460]
- table-cell: 4557: [893, 1396, 914, 1407]
- table-cell: Α': [960, 1396, 971, 1407]
- table-cell: 260.000: [1269, 1460, 1306, 1471]
- section-heading: ΓΕΩΡΓΙΚΑ ΖΗΤΗΜΑΤΑ: [1374, 410, 1528, 426]
- table-cell: ΣΤ' 183/59: [1078, 1331, 1131, 1342]
- box-title: ΓΝΩΣΤΟΠΟΙΗΣΙΣ ΑΔΕΛΦΩΝ ΦΛΟΚΑ: [1361, 1138, 1541, 1182]
- table-cell: 88.000: [1275, 1299, 1306, 1310]
- subheadline: ΤΑ ΕΠΙΤΕΥΧΘΕΝΤΑ ΣΥΜΒΟΛΑΙΑ ΑΝΑΚΑΛΟΥΝΤΑΙ: [931, 241, 1268, 257]
- table-cell: Ε' » 4654: [1078, 1310, 1125, 1321]
- table-cell: 93.000: [1275, 1353, 1306, 1364]
- notice-text: [1107, 957, 1308, 1056]
- ad-line: ΘΕΟΔΩΡΟΣ Σ. ΒΑΣΙΛΕΙΑΔΗΣ — Εὐριπίδου 6 Ἀθῆναι: [292, 1747, 655, 1764]
- koulourakia-ad: [1107, 835, 1308, 952]
- table-cell: Ε': [960, 1535, 971, 1546]
- table-cell: 5800: [893, 1535, 914, 1546]
- table-row: [891, 1299, 1308, 1310]
- table-cell: Οἰκία: [1022, 1406, 1049, 1417]
- paragraph: ΣΥΝΕΧΙΖΕΤΑΙ Η ΔΙΑΝΟΜΗ ΟΜΟΛΟΓΙΩΝ. Η συνεχισθείσα διανομή ομολογιών των προσφύγων εις την Τράπεζαν γίνεται κανονικώς κατά την σειράν των αιτήσεων. Αι ομολογίαι των 1200 και 900 δραχμών διανέμονται εις το γραφείον της Υπηρεσίας.: [891, 573, 1095, 632]
- bank-footer: Ἐν Θεσσαλονίκῃ τῇ 18 Ὀκτωβρίου 1929. (ΕΚ ΤΗΣ ΔΙΕΥΘΥΝΣΕΩΣ): [1034, 1591, 1308, 1603]
- paragraph: ΣΥΝΕΧΙΖΕΤΑΙ Η ΔΙΑΝΟΜΗ ΟΜΟΛΟΓΙΩΝ. Η συνεχισθείσα διανομή ομολογιών των προσφύγων εις την Τράπεζαν γίνεται κανονικώς κατά την σειράν των αιτήσεων. Αι ομολογίαι των 1200 και 900 δραχμών διανέμονται εις το γραφείον της Υπηρεσίας.: [1104, 573, 1308, 632]
- article-text: [20, 1279, 262, 1473]
- paragraph: Ο κ. Πρόεδρος, επανελθών εις την θέσιν του, έκαμε τον εξής λόγο: Ευτυχώς η Μακεδονία θα είναι εις πλήρη ανάπτυξη. Διότι είναι υπό την κυβέρνησιν να προσφέρει τις υπηρεσίες.: [20, 1171, 262, 1205]
- article-text: [685, 851, 878, 1024]
- table-row: [891, 1418, 1308, 1429]
- table-cell: Α': [960, 1299, 971, 1310]
- table-cell: Ἀγ. Σοφίας 69: [1078, 1503, 1146, 1514]
- table-row: [891, 1536, 1308, 1547]
- article-text: [891, 261, 1308, 561]
- sports-text: [275, 139, 672, 739]
- table-cell: 2541: [893, 1567, 914, 1578]
- table-cell: 215: [1234, 1310, 1250, 1321]
- advertisement-longo: [275, 1193, 672, 1793]
- table-cell: 95.000: [1275, 1546, 1306, 1557]
- table-cell: Ἀγ. Σοφίας 99: [1078, 1492, 1146, 1503]
- ad-text: [283, 1666, 664, 1720]
- table-cell: ΣΤ' 183/15: [1078, 1374, 1131, 1385]
- table-cell: Ἀρμενοπ. 24: [1078, 1428, 1136, 1439]
- table-cell: Ἀγ. Σοφίας 122: [1078, 1535, 1151, 1546]
- table-cell: 6385: [893, 1299, 914, 1310]
- signature: Ο Δήμαρχος — Νικόλαος Μάνος: [747, 1498, 878, 1510]
